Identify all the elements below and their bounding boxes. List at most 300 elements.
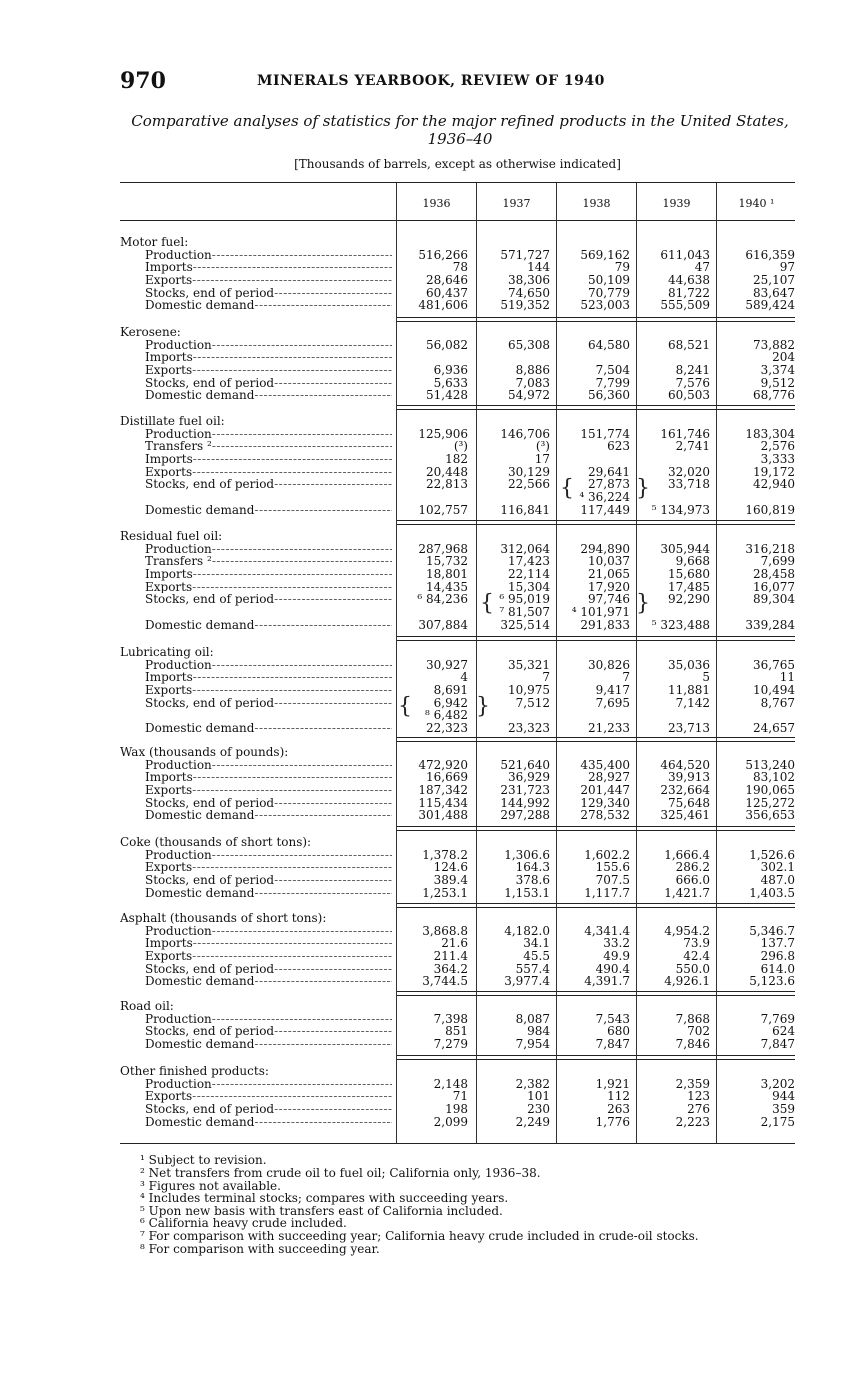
- cell: 550.0: [675, 961, 710, 976]
- cell: 1,421.7: [664, 885, 710, 900]
- cell: 1,921: [595, 1076, 630, 1091]
- table-row: [120, 1116, 795, 1129]
- cell: 316,218: [745, 541, 795, 556]
- cell: 21,233: [588, 721, 630, 736]
- cell: 3,744.5: [422, 974, 468, 989]
- row-label: Domestic demand -----: [145, 1116, 392, 1129]
- cell: 190,065: [745, 783, 795, 798]
- cell: 490.4: [595, 961, 630, 976]
- cell: 555,509: [660, 298, 710, 313]
- table-row: [120, 619, 795, 632]
- cell: 45.5: [523, 949, 550, 964]
- cell: 4,341.4: [584, 923, 630, 938]
- cell: 3,374: [760, 363, 795, 378]
- section-divider: [397, 636, 795, 641]
- cell: 231,723: [500, 783, 550, 798]
- cell: 160,819: [745, 502, 795, 517]
- cell: 4,391.7: [584, 974, 630, 989]
- row-label: Imports -----: [145, 453, 392, 466]
- cell: 112: [607, 1089, 630, 1104]
- cell: 3,868.8: [422, 923, 468, 938]
- cell: 83,102: [753, 770, 795, 785]
- cell: 129,340: [580, 795, 630, 810]
- cell: 7,083: [515, 375, 550, 390]
- cell: 2,576: [760, 439, 795, 454]
- cell: 34.1: [523, 936, 550, 951]
- cell: 10,037: [588, 554, 630, 569]
- table-row: [120, 478, 795, 491]
- cell: 68,776: [753, 388, 795, 403]
- cell: 21,065: [588, 567, 630, 582]
- cell: 571,727: [500, 247, 550, 262]
- column-header-1939: 1939: [662, 197, 691, 210]
- cell: 30,927: [426, 657, 468, 672]
- cell: 481,606: [418, 298, 468, 313]
- cell: 614.0: [760, 961, 795, 976]
- cell: ⁵ 134,973: [651, 502, 710, 517]
- cell: 22,813: [426, 477, 468, 492]
- row-label: Production -----: [145, 339, 392, 352]
- cell: 513,240: [745, 757, 795, 772]
- cell: 151,774: [580, 426, 630, 441]
- cell: 36,929: [508, 770, 550, 785]
- row-label: Imports -----: [145, 261, 392, 274]
- cell: 32,020: [668, 464, 710, 479]
- cell: 5,346.7: [749, 923, 795, 938]
- cell: 16,669: [426, 770, 468, 785]
- cell: 144: [527, 260, 550, 275]
- table-row: [120, 722, 795, 735]
- section-residual-fuel-oil: [120, 530, 795, 632]
- section-title: Wax (thousands of pounds):: [120, 746, 289, 759]
- cell: ⁴ 36,224: [579, 490, 630, 505]
- cell: 1,666.4: [664, 847, 710, 862]
- brace-icon: }: [476, 694, 490, 719]
- section-other-finished-products: [120, 1065, 795, 1128]
- row-label: Domestic demand -----: [145, 389, 392, 402]
- cell: 16,077: [753, 579, 795, 594]
- cell: 3,333: [760, 452, 795, 467]
- table-row: [120, 491, 795, 504]
- cell: 9,668: [675, 554, 710, 569]
- cell: 92,290: [668, 592, 710, 607]
- row-label: Stocks, end of period -----: [145, 377, 392, 390]
- cell: 616,359: [745, 247, 795, 262]
- section-title: Other finished products:: [120, 1065, 269, 1078]
- cell: 10,494: [753, 683, 795, 698]
- section-divider: [397, 826, 795, 831]
- cell: 24,657: [753, 721, 795, 736]
- cell: 623: [607, 439, 630, 454]
- cell: 10,975: [508, 683, 550, 698]
- cell: 28,927: [588, 770, 630, 785]
- cell: 5: [702, 670, 710, 685]
- table-row: [120, 339, 795, 352]
- cell: 2,148: [433, 1076, 468, 1091]
- row-label: Imports -----: [145, 937, 392, 950]
- cell: ⁷ 81,507: [499, 605, 550, 620]
- row-label: Exports -----: [145, 684, 392, 697]
- cell: 28,646: [426, 273, 468, 288]
- cell: 125,906: [418, 426, 468, 441]
- cell: ⁵ 323,488: [651, 617, 710, 632]
- cell: 557.4: [515, 961, 550, 976]
- cell: 115,434: [418, 795, 468, 810]
- cell: 8,767: [760, 695, 795, 710]
- cell: 312,064: [500, 541, 550, 556]
- cell: 125,272: [745, 795, 795, 810]
- section-kerosene: [120, 326, 795, 402]
- section-divider: [397, 1055, 795, 1060]
- table-row: [120, 299, 795, 312]
- cell: 60,437: [426, 285, 468, 300]
- cell: 4: [460, 670, 468, 685]
- cell: 851: [445, 1024, 468, 1039]
- column-header-1936: 1936: [422, 197, 451, 210]
- section-divider: [397, 520, 795, 525]
- section-divider: [397, 405, 795, 410]
- cell: ⁶ 84,236: [417, 592, 468, 607]
- table-row: [120, 887, 795, 900]
- row-label: Production -----: [145, 1013, 392, 1026]
- cell: 435,400: [580, 757, 630, 772]
- row-label: Production -----: [145, 849, 392, 862]
- section-divider: [397, 991, 795, 996]
- cell: 23,713: [668, 721, 710, 736]
- table-row: [120, 1103, 795, 1116]
- row-label: Production -----: [145, 659, 392, 672]
- page-header: [120, 68, 795, 98]
- section-divider: [397, 903, 795, 908]
- column-header-1937: 1937: [502, 197, 531, 210]
- table-row: [120, 364, 795, 377]
- row-label: Imports -----: [145, 351, 392, 364]
- cell: 27,873: [588, 477, 630, 492]
- cell: 232,664: [660, 783, 710, 798]
- section-coke: [120, 836, 795, 899]
- table-bottom-rule: [120, 1143, 795, 1144]
- cell: 23,323: [508, 721, 550, 736]
- footnote: ¹ Subject to revision.: [140, 1153, 267, 1167]
- table-row: [120, 453, 795, 466]
- section-title: Coke (thousands of short tons):: [120, 836, 312, 849]
- cell: 73,882: [753, 337, 795, 352]
- section-title: Distillate fuel oil:: [120, 415, 225, 428]
- cell: 42.4: [683, 949, 710, 964]
- table-row: [120, 1038, 795, 1051]
- cell: 71: [452, 1089, 468, 1104]
- footnote: ⁵ Upon new basis with transfers east of California included.: [140, 1204, 503, 1218]
- cell: 18,801: [426, 567, 468, 582]
- cell: 356,653: [745, 808, 795, 823]
- cell: 3,202: [760, 1076, 795, 1091]
- cell: 7,695: [595, 695, 630, 710]
- cell: 56,360: [588, 388, 630, 403]
- cell: 30,826: [588, 657, 630, 672]
- cell: 569,162: [580, 247, 630, 262]
- table-row: [120, 606, 795, 619]
- cell: ⁸ 6,482: [425, 708, 468, 723]
- cell: 263: [607, 1102, 630, 1117]
- cell: 75,648: [668, 795, 710, 810]
- cell: 7,847: [760, 1037, 795, 1052]
- cell: 30,129: [508, 464, 550, 479]
- cell: 3,977.4: [504, 974, 550, 989]
- cell: 29,641: [588, 464, 630, 479]
- cell: 707.5: [595, 873, 630, 888]
- table-top-rule: [120, 182, 795, 183]
- row-label: Transfers ² -----: [145, 555, 392, 568]
- cell: 9,417: [595, 683, 630, 698]
- row-label: Exports -----: [145, 861, 392, 874]
- row-label: Exports -----: [145, 364, 392, 377]
- cell: 4,954.2: [664, 923, 710, 938]
- section-asphalt: [120, 912, 795, 988]
- row-label: Imports -----: [145, 771, 392, 784]
- row-label: Domestic demand -----: [145, 619, 392, 632]
- cell: 33.2: [603, 936, 630, 951]
- cell: 7,142: [675, 695, 710, 710]
- cell: 54,972: [508, 388, 550, 403]
- row-label: Exports -----: [145, 950, 392, 963]
- row-label: Exports -----: [145, 581, 392, 594]
- cell: 7,576: [675, 375, 710, 390]
- cell: 15,732: [426, 554, 468, 569]
- cell: 523,003: [580, 298, 630, 313]
- cell: 1,306.6: [504, 847, 550, 862]
- cell: 8,087: [515, 1011, 550, 1026]
- row-label: Transfers ² -----: [145, 440, 392, 453]
- section-title: Kerosene:: [120, 326, 181, 339]
- cell: 8,691: [433, 683, 468, 698]
- brace-icon: {: [398, 694, 412, 719]
- cell: 161,746: [660, 426, 710, 441]
- table-row: [120, 568, 795, 581]
- cell: 8,241: [675, 363, 710, 378]
- cell: 6,942: [433, 695, 468, 710]
- row-label: Production -----: [145, 428, 392, 441]
- cell: 2,223: [675, 1114, 710, 1129]
- cell: 56,082: [426, 337, 468, 352]
- row-label: Stocks, end of period -----: [145, 478, 392, 491]
- section-title: Asphalt (thousands of short tons):: [120, 912, 327, 925]
- cell: 164.3: [515, 860, 550, 875]
- cell: 1,403.5: [749, 885, 795, 900]
- table-row: [120, 389, 795, 402]
- row-label: Stocks, end of period -----: [145, 963, 392, 976]
- cell: 305,944: [660, 541, 710, 556]
- section-motor-fuel: [120, 236, 795, 312]
- cell: 20,448: [426, 464, 468, 479]
- cell: 516,266: [418, 247, 468, 262]
- cell: 389.4: [433, 873, 468, 888]
- row-label: Domestic demand -----: [145, 504, 392, 517]
- cell: 364.2: [433, 961, 468, 976]
- cell: 464,520: [660, 757, 710, 772]
- cell: 9,512: [760, 375, 795, 390]
- cell: 42,940: [753, 477, 795, 492]
- cell: 73.9: [683, 936, 710, 951]
- cell: 89,304: [753, 592, 795, 607]
- cell: 7,279: [433, 1037, 468, 1052]
- page-number: 970: [120, 68, 166, 94]
- cell: 339,284: [745, 617, 795, 632]
- cell: ⁶ 95,019: [499, 592, 550, 607]
- cell: 1,153.1: [504, 885, 550, 900]
- table-row: [120, 975, 795, 988]
- cell: 287,968: [418, 541, 468, 556]
- cell: 291,833: [580, 617, 630, 632]
- row-label: Stocks, end of period -----: [145, 593, 392, 606]
- cell: 14,435: [426, 579, 468, 594]
- cell: 36,765: [753, 657, 795, 672]
- cell: 1,526.6: [749, 847, 795, 862]
- cell: 519,352: [500, 298, 550, 313]
- cell: 286.2: [675, 860, 710, 875]
- cell: 521,640: [500, 757, 550, 772]
- brace-icon: {: [480, 591, 494, 616]
- cell: 38,306: [508, 273, 550, 288]
- cell: 116,841: [500, 502, 550, 517]
- footnote: ² Net transfers from crude oil to fuel oil; California only, 1936–38.: [140, 1166, 541, 1180]
- cell: 7,799: [595, 375, 630, 390]
- cell: 296.8: [760, 949, 795, 964]
- table-row: [120, 274, 795, 287]
- cell: (³): [453, 439, 468, 454]
- row-label: Stocks, end of period -----: [145, 1025, 392, 1038]
- cell: 198: [445, 1102, 468, 1117]
- cell: 28,458: [753, 567, 795, 582]
- section-title: Lubricating oil:: [120, 646, 214, 659]
- row-label: Domestic demand -----: [145, 887, 392, 900]
- cell: 7,847: [595, 1037, 630, 1052]
- cell: 21.6: [441, 936, 468, 951]
- row-label: Domestic demand -----: [145, 1038, 392, 1051]
- cell: 1,602.2: [584, 847, 630, 862]
- cell: 44,638: [668, 273, 710, 288]
- row-label: Production -----: [145, 925, 392, 938]
- section-divider: [397, 317, 795, 322]
- cell: 325,514: [500, 617, 550, 632]
- footnote: ⁷ For comparison with succeeding year; California heavy crude included in crude-oil stocks.: [140, 1229, 699, 1243]
- row-label: Exports -----: [145, 784, 392, 797]
- cell: 944: [772, 1089, 795, 1104]
- table-row: [120, 593, 795, 606]
- cell: 11: [779, 670, 795, 685]
- row-label: Exports -----: [145, 274, 392, 287]
- row-label: Domestic demand -----: [145, 299, 392, 312]
- cell: 50,109: [588, 273, 630, 288]
- cell: 7,504: [595, 363, 630, 378]
- cell: 144,992: [500, 795, 550, 810]
- row-label: Stocks, end of period -----: [145, 874, 392, 887]
- row-label: Domestic demand -----: [145, 722, 392, 735]
- cell: ⁴ 101,971: [571, 605, 630, 620]
- cell: 2,359: [675, 1076, 710, 1091]
- cell: 33,718: [668, 477, 710, 492]
- cell: 472,920: [418, 757, 468, 772]
- cell: (³): [535, 439, 550, 454]
- cell: 5,123.6: [749, 974, 795, 989]
- cell: 182: [445, 452, 468, 467]
- cell: 325,461: [660, 808, 710, 823]
- footnote: ³ Figures not available.: [140, 1179, 281, 1193]
- cell: 230: [527, 1102, 550, 1117]
- cell: 7,846: [675, 1037, 710, 1052]
- cell: 17,485: [668, 579, 710, 594]
- cell: 35,321: [508, 657, 550, 672]
- row-label: Stocks, end of period -----: [145, 697, 392, 710]
- cell: 680: [607, 1024, 630, 1039]
- cell: 123: [687, 1089, 710, 1104]
- cell: 984: [527, 1024, 550, 1039]
- section-wax: [120, 746, 795, 822]
- cell: 589,424: [745, 298, 795, 313]
- cell: 70,779: [588, 285, 630, 300]
- table-row: [120, 504, 795, 517]
- cell: 124.6: [433, 860, 468, 875]
- cell: 2,249: [515, 1114, 550, 1129]
- cell: 17: [534, 452, 550, 467]
- cell: 359: [772, 1102, 795, 1117]
- section-title: Road oil:: [120, 1000, 174, 1013]
- cell: 7,868: [675, 1011, 710, 1026]
- cell: 1,253.1: [422, 885, 468, 900]
- section-divider: [397, 737, 795, 742]
- running-head: MINERALS YEARBOOK, REVIEW OF 1940: [257, 73, 605, 89]
- column-header-1940: 1940 ¹: [738, 197, 775, 210]
- cell: 25,107: [753, 273, 795, 288]
- row-label: Production -----: [145, 543, 392, 556]
- cell: 7,543: [595, 1011, 630, 1026]
- cell: 35,036: [668, 657, 710, 672]
- cell: 183,304: [745, 426, 795, 441]
- table-row: [120, 950, 795, 963]
- row-label: Domestic demand -----: [145, 975, 392, 988]
- cell: 611,043: [660, 247, 710, 262]
- cell: 15,304: [508, 579, 550, 594]
- table-subtitle: [Thousands of barrels, except as otherwise indicated]: [294, 157, 621, 171]
- row-label: Stocks, end of period -----: [145, 797, 392, 810]
- cell: 101: [527, 1089, 550, 1104]
- cell: 5,633: [433, 375, 468, 390]
- cell: 666.0: [675, 873, 710, 888]
- cell: 211.4: [433, 949, 468, 964]
- cell: 7,954: [515, 1037, 550, 1052]
- table-row: [120, 684, 795, 697]
- cell: 7,512: [515, 695, 550, 710]
- section-road-oil: [120, 1000, 795, 1051]
- cell: 6,936: [433, 363, 468, 378]
- cell: 51,428: [426, 388, 468, 403]
- row-label: Stocks, end of period -----: [145, 287, 392, 300]
- row-label: Stocks, end of period -----: [145, 1103, 392, 1116]
- cell: 64,580: [588, 337, 630, 352]
- footnote: ⁴ Includes terminal stocks; compares with succeeding years.: [140, 1191, 509, 1205]
- row-label: Production -----: [145, 759, 392, 772]
- section-title: Motor fuel:: [120, 236, 189, 249]
- cell: 7,699: [760, 554, 795, 569]
- cell: 79: [614, 260, 630, 275]
- row-label: Exports -----: [145, 1090, 392, 1103]
- table-title: Comparative analyses of statistics for the major refined products in the United States, 1936–40: [131, 112, 789, 148]
- cell: 97,746: [588, 592, 630, 607]
- cell: 297,288: [500, 808, 550, 823]
- cell: 155.6: [595, 860, 630, 875]
- cell: 302.1: [760, 860, 795, 875]
- cell: 11,881: [668, 683, 710, 698]
- cell: 487.0: [760, 873, 795, 888]
